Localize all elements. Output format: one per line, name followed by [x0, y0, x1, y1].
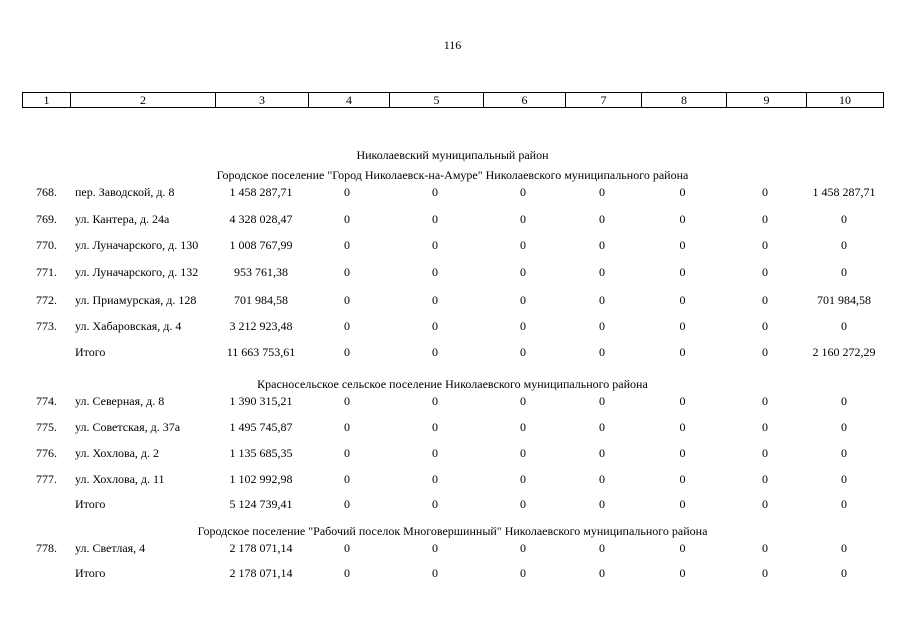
table-row: [0, 448, 905, 474]
address-cell: ул. Советская, д. 37а: [75, 420, 181, 434]
column-10-cell: 0: [841, 319, 847, 333]
value-cell: 0: [344, 566, 350, 580]
value-cell: 0: [679, 185, 686, 199]
total-cost-cell: 1 390 315,21: [229, 394, 293, 408]
address-cell: пер. Заводской, д. 8: [75, 185, 175, 199]
total-row: [0, 568, 905, 594]
section-title: Городское поселение "Рабочий поселок Многовершинный" Николаевского муниципального района: [197, 524, 708, 538]
value-cell: 0: [344, 472, 350, 486]
column-header: 8: [642, 93, 727, 108]
value-cell: 0: [432, 446, 438, 460]
value-cell: 0: [432, 265, 438, 279]
column-header: 3: [216, 93, 309, 108]
total-cost-cell: 4 328 028,47: [229, 212, 293, 226]
row-number: 775.: [36, 420, 57, 434]
value-cell: 0: [679, 566, 686, 580]
column-10-cell: 0: [841, 212, 847, 226]
value-cell: 0: [432, 420, 438, 434]
value-cell: 0: [520, 238, 526, 252]
value-cell: 0: [520, 345, 526, 359]
value-cell: 0: [599, 185, 605, 199]
value-cell: 0: [599, 265, 605, 279]
row-number: 770.: [36, 238, 57, 252]
table-row: [0, 321, 905, 347]
value-cell: 0: [432, 566, 438, 580]
value-cell: 0: [520, 446, 526, 460]
value-cell: 0: [599, 541, 605, 555]
value-cell: 0: [599, 345, 605, 359]
total-cost-cell: 2 178 071,14: [229, 541, 293, 555]
value-cell: 0: [344, 185, 350, 199]
value-cell: 0: [432, 345, 438, 359]
value-cell: 0: [344, 446, 350, 460]
address-cell: ул. Хабаровская, д. 4: [75, 319, 182, 333]
row-number: 769.: [36, 212, 57, 226]
column-header: 1: [23, 93, 71, 108]
value-cell: 0: [679, 319, 686, 333]
column-header: 2: [71, 93, 216, 108]
value-cell: 0: [762, 345, 768, 359]
total-row: [0, 347, 905, 373]
value-cell: 0: [679, 345, 686, 359]
value-cell: 0: [520, 394, 526, 408]
total-cost-cell: 5 124 739,41: [229, 497, 293, 511]
value-cell: 0: [344, 420, 350, 434]
column-header: 9: [727, 93, 807, 108]
value-cell: 0: [762, 212, 768, 226]
value-cell: 0: [599, 420, 605, 434]
value-cell: 0: [762, 420, 768, 434]
value-cell: 0: [432, 238, 438, 252]
column-header: 10: [807, 93, 884, 108]
value-cell: 0: [762, 293, 768, 307]
value-cell: 0: [520, 541, 526, 555]
table-row: [0, 267, 905, 293]
address-cell: ул. Кантера, д. 24а: [75, 212, 170, 226]
total-cost-cell: 2 178 071,14: [229, 566, 293, 580]
value-cell: 0: [599, 472, 605, 486]
district-title: Николаевский муниципальный район: [356, 148, 549, 162]
value-cell: 0: [432, 472, 438, 486]
address-cell: ул. Северная, д. 8: [75, 394, 165, 408]
row-number: 768.: [36, 185, 57, 199]
address-cell: Итого: [75, 497, 106, 511]
value-cell: 0: [762, 394, 768, 408]
value-cell: 0: [520, 497, 526, 511]
address-cell: ул. Светлая, 4: [75, 541, 146, 555]
column-header: 6: [484, 93, 566, 108]
value-cell: 0: [432, 212, 438, 226]
address-cell: Итого: [75, 566, 106, 580]
row-number: 777.: [36, 472, 57, 486]
value-cell: 0: [599, 497, 605, 511]
total-cost-cell: 701 984,58: [234, 293, 288, 307]
table-row: [0, 214, 905, 240]
section-title: Городское поселение "Город Николаевск-на-Амуре" Николаевского муниципального района: [216, 168, 689, 182]
total-cost-cell: 1 008 767,99: [229, 238, 293, 252]
column-10-cell: 0: [841, 566, 847, 580]
value-cell: 0: [344, 238, 350, 252]
table-row: [0, 187, 905, 213]
address-cell: Итого: [75, 345, 106, 359]
value-cell: 0: [520, 472, 526, 486]
section-title: Красносельское сельское поселение Николаевского муниципального района: [257, 377, 648, 391]
value-cell: 0: [762, 541, 768, 555]
column-10-cell: 2 160 272,29: [812, 345, 876, 359]
total-cost-cell: 1 135 685,35: [229, 446, 293, 460]
value-cell: 0: [432, 293, 438, 307]
value-cell: 0: [344, 265, 350, 279]
total-cost-cell: 3 212 923,48: [229, 319, 293, 333]
value-cell: 0: [344, 394, 350, 408]
value-cell: 0: [762, 185, 768, 199]
value-cell: 0: [599, 238, 605, 252]
table-row: [0, 240, 905, 266]
total-cost-cell: 1 102 992,98: [229, 472, 293, 486]
value-cell: 0: [679, 265, 686, 279]
value-cell: 0: [432, 185, 438, 199]
value-cell: 0: [679, 420, 686, 434]
address-cell: ул. Луначарского, д. 130: [75, 238, 199, 252]
table-row: [0, 543, 905, 569]
value-cell: 0: [520, 566, 526, 580]
table-row: [0, 396, 905, 422]
value-cell: 0: [599, 394, 605, 408]
address-cell: ул. Луначарского, д. 132: [75, 265, 199, 279]
value-cell: 0: [762, 446, 768, 460]
value-cell: 0: [679, 238, 686, 252]
total-cost-cell: 11 663 753,61: [226, 345, 296, 359]
column-10-cell: 1 458 287,71: [812, 185, 876, 199]
value-cell: 0: [679, 446, 686, 460]
column-10-cell: 0: [841, 420, 847, 434]
column-10-cell: 0: [841, 541, 847, 555]
value-cell: 0: [344, 541, 350, 555]
column-10-cell: 701 984,58: [817, 293, 871, 307]
value-cell: 0: [432, 541, 438, 555]
column-10-cell: 0: [841, 446, 847, 460]
column-header: 7: [566, 93, 642, 108]
total-cost-cell: 953 761,38: [234, 265, 288, 279]
value-cell: 0: [679, 293, 686, 307]
value-cell: 0: [520, 265, 526, 279]
column-header: 4: [309, 93, 390, 108]
table-row: [0, 295, 905, 321]
row-number: 773.: [36, 319, 57, 333]
value-cell: 0: [432, 319, 438, 333]
value-cell: 0: [679, 394, 686, 408]
value-cell: 0: [599, 293, 605, 307]
value-cell: 0: [762, 472, 768, 486]
value-cell: 0: [679, 541, 686, 555]
row-number: 771.: [36, 265, 57, 279]
address-cell: ул. Хохлова, д. 2: [75, 446, 159, 460]
value-cell: 0: [762, 566, 768, 580]
value-cell: 0: [520, 319, 526, 333]
value-cell: 0: [344, 212, 350, 226]
value-cell: 0: [599, 446, 605, 460]
value-cell: 0: [762, 497, 768, 511]
value-cell: 0: [344, 345, 350, 359]
value-cell: 0: [520, 293, 526, 307]
table-row: [0, 422, 905, 448]
value-cell: 0: [679, 497, 686, 511]
row-number: 778.: [36, 541, 57, 555]
value-cell: 0: [520, 185, 526, 199]
row-number: 774.: [36, 394, 57, 408]
value-cell: 0: [679, 212, 686, 226]
value-cell: 0: [432, 497, 438, 511]
value-cell: 0: [520, 420, 526, 434]
value-cell: 0: [432, 394, 438, 408]
total-cost-cell: 1 458 287,71: [229, 185, 293, 199]
value-cell: 0: [344, 319, 350, 333]
value-cell: 0: [344, 293, 350, 307]
column-10-cell: 0: [841, 265, 847, 279]
value-cell: 0: [762, 319, 768, 333]
column-10-cell: 0: [841, 394, 847, 408]
value-cell: 0: [344, 497, 350, 511]
address-cell: ул. Приамурская, д. 128: [75, 293, 197, 307]
column-number-row: [22, 92, 884, 108]
column-10-cell: 0: [841, 238, 847, 252]
total-cost-cell: 1 495 745,87: [229, 420, 293, 434]
value-cell: 0: [679, 472, 686, 486]
value-cell: 0: [762, 238, 768, 252]
column-header: 5: [390, 93, 484, 108]
value-cell: 0: [599, 319, 605, 333]
address-cell: ул. Хохлова, д. 11: [75, 472, 165, 486]
row-number: 776.: [36, 446, 57, 460]
total-row: [0, 499, 905, 525]
value-cell: 0: [762, 265, 768, 279]
value-cell: 0: [520, 212, 526, 226]
value-cell: 0: [599, 566, 605, 580]
page-number: 116: [443, 38, 462, 52]
value-cell: 0: [599, 212, 605, 226]
table-row: [0, 474, 905, 500]
column-10-cell: 0: [841, 472, 847, 486]
row-number: 772.: [36, 293, 57, 307]
column-10-cell: 0: [841, 497, 847, 511]
